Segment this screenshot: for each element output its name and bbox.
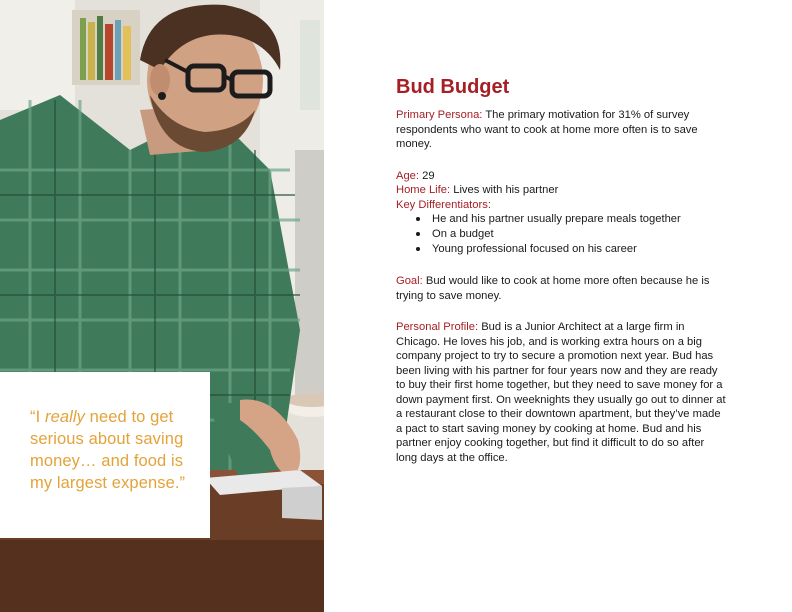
personal-profile-label: Personal Profile: — [396, 321, 479, 333]
home-life-label: Home Life: — [396, 184, 451, 196]
quote-open: “I — [30, 408, 45, 426]
age-label: Age: — [396, 169, 420, 182]
persona-details — [396, 74, 726, 465]
persona-photo — [0, 0, 324, 612]
list-item: Young professional focused on his career — [414, 242, 726, 257]
persona-quote — [30, 406, 205, 494]
quote-box — [0, 372, 210, 538]
home-life-value: Lives with his partner — [450, 184, 559, 196]
personal-profile — [396, 320, 726, 465]
primary-persona-text: The primary motivation for 31% of survey respondents who want to cook at home more often is to save money. — [396, 109, 698, 150]
goal — [396, 274, 726, 303]
primary-persona-label: Primary Persona: — [396, 109, 483, 121]
goal-label: Goal: — [396, 275, 423, 287]
list-item: On a budget — [414, 227, 726, 242]
home-life-line — [396, 183, 726, 198]
differentiators-list — [414, 212, 726, 257]
age-line — [396, 169, 726, 184]
age-value: 29 — [419, 169, 435, 182]
persona-name: Bud Budget — [396, 76, 510, 98]
goal-text: Bud would like to cook at home more often because he is trying to save money. — [396, 275, 710, 302]
quote-emphasis: really — [44, 408, 85, 426]
key-differentiators-label: Key Differentiators: — [396, 198, 491, 211]
personal-profile-text: Bud is a Junior Architect at a large firm in Chicago. He loves his job, and is working extra hours on a big company project to try to secure a promotion next year. Bud has been living with his partner for four years now and they are ready to buy their first home together, but they need to save money for a down payment first. On weeknights they usually go out to dinner at a restaurant close to their downtown apartment, but they’ve made a pact to start saving money by cooking at home. Bud and his partner enjoy cooking together, but find it difficult to do so after long days at the office. — [396, 321, 726, 464]
primary-persona — [396, 108, 726, 152]
quote-rest: need to get serious about saving money… and food is my largest expense.” — [30, 408, 186, 492]
list-item: He and his partner usually prepare meals together — [414, 212, 726, 227]
